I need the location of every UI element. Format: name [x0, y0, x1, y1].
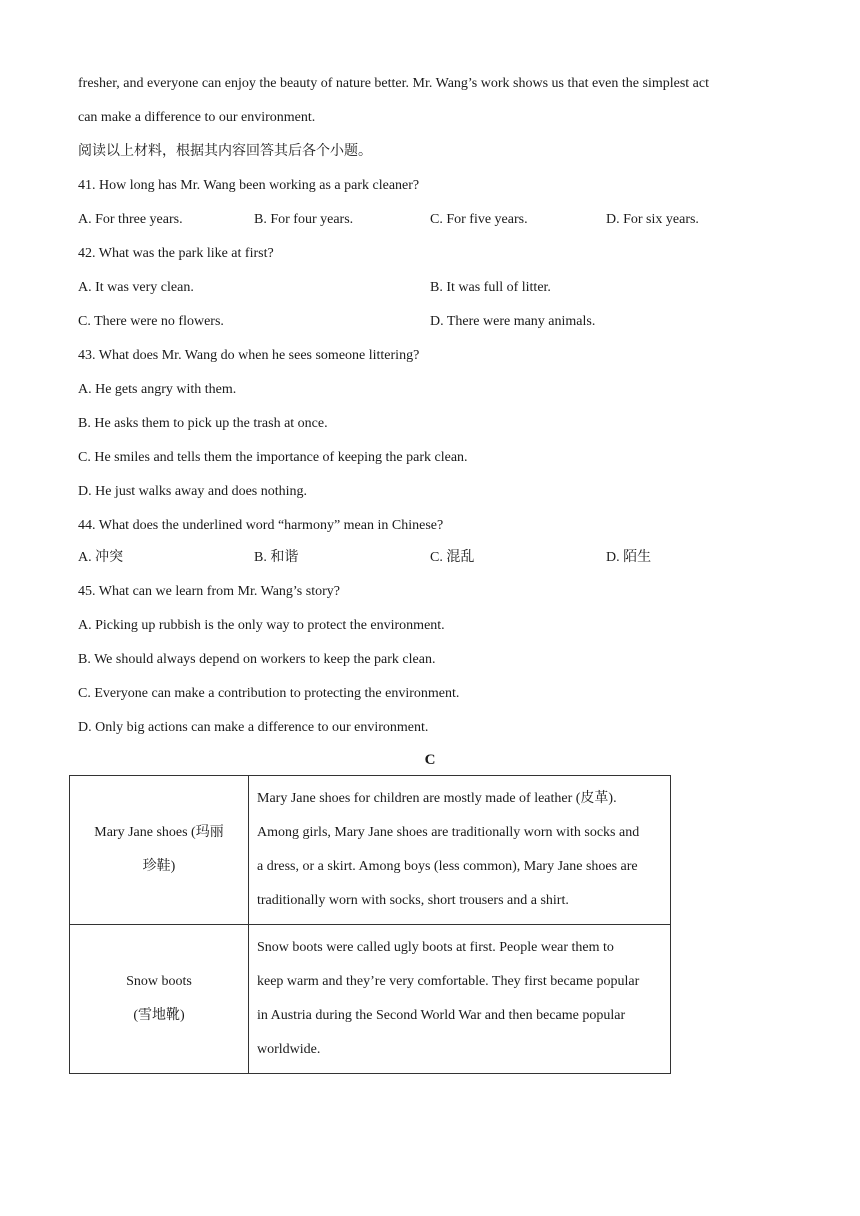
option-42-c[interactable]: C. There were no flowers.	[78, 314, 224, 329]
row-desc-line: Among girls, Mary Jane shoes are traditionally worn with socks and	[257, 825, 640, 840]
passage-tail-line-2: can make a difference to our environment.	[78, 110, 316, 125]
row-desc-line: Mary Jane shoes for children are mostly made of leather (皮革).	[257, 791, 617, 806]
option-43-b[interactable]: B. He asks them to pick up the trash at once.	[78, 416, 328, 431]
option-41-c[interactable]: C. For five years.	[430, 212, 528, 227]
row-name-line: (雪地靴)	[133, 1008, 185, 1023]
row-desc-line: traditionally worn with socks, short trousers and a shirt.	[257, 893, 569, 908]
option-43-d[interactable]: D. He just walks away and does nothing.	[78, 484, 308, 499]
row-desc-line: a dress, or a skirt. Among boys (less common), Mary Jane shoes are	[257, 859, 638, 874]
row-desc-line: in Austria during the Second World War and then became popular	[257, 1008, 626, 1023]
question-41: 41. How long has Mr. Wang been working as a park cleaner?	[78, 178, 420, 193]
row-name-line: Mary Jane shoes (玛丽	[94, 825, 224, 840]
option-45-d[interactable]: D. Only big actions can make a difference to our environment.	[78, 720, 429, 735]
table-row	[70, 776, 671, 925]
option-41-a[interactable]: A. For three years.	[78, 212, 183, 227]
option-44-b[interactable]: B. 和谐	[254, 550, 299, 565]
table-row	[70, 925, 671, 1074]
option-43-c[interactable]: C. He smiles and tells them the importance of keeping the park clean.	[78, 450, 468, 465]
row-name-cell	[70, 776, 249, 925]
question-43: 43. What does Mr. Wang do when he sees someone littering?	[78, 348, 420, 363]
row-name-line: Snow boots	[126, 974, 192, 989]
row-desc-line: keep warm and they’re very comfortable. They first became popular	[257, 974, 640, 989]
section-c-title: C	[424, 752, 436, 768]
shoes-table	[69, 775, 671, 1074]
option-44-a[interactable]: A. 冲突	[78, 550, 124, 565]
option-41-d[interactable]: D. For six years.	[606, 212, 699, 227]
row-desc-cell	[249, 776, 671, 925]
option-45-a[interactable]: A. Picking up rubbish is the only way to protect the environment.	[78, 618, 445, 633]
row-name-line: 珍鞋)	[142, 859, 176, 874]
passage-tail-line-1: fresher, and everyone can enjoy the beauty of nature better. Mr. Wang’s work shows us that even the simplest act	[78, 76, 709, 91]
option-42-d[interactable]: D. There were many animals.	[430, 314, 596, 329]
question-42: 42. What was the park like at first?	[78, 246, 274, 261]
instruction: 阅读以上材料，根据其内容回答其后各个小题。	[78, 144, 372, 159]
row-desc-line: worldwide.	[257, 1042, 321, 1057]
option-43-a[interactable]: A. He gets angry with them.	[78, 382, 237, 397]
option-42-b[interactable]: B. It was full of litter.	[430, 280, 551, 295]
option-45-b[interactable]: B. We should always depend on workers to keep the park clean.	[78, 652, 436, 667]
option-45-c[interactable]: C. Everyone can make a contribution to protecting the environment.	[78, 686, 460, 701]
row-name-cell	[70, 925, 249, 1074]
question-45: 45. What can we learn from Mr. Wang’s story?	[78, 584, 340, 599]
option-44-d[interactable]: D. 陌生	[606, 550, 652, 565]
row-desc-cell	[249, 925, 671, 1074]
option-44-c[interactable]: C. 混乱	[430, 550, 475, 565]
question-44: 44. What does the underlined word “harmony” mean in Chinese?	[78, 518, 444, 533]
option-41-b[interactable]: B. For four years.	[254, 212, 354, 227]
option-42-a[interactable]: A. It was very clean.	[78, 280, 194, 295]
row-desc-line: Snow boots were called ugly boots at first. People wear them to	[257, 940, 614, 955]
